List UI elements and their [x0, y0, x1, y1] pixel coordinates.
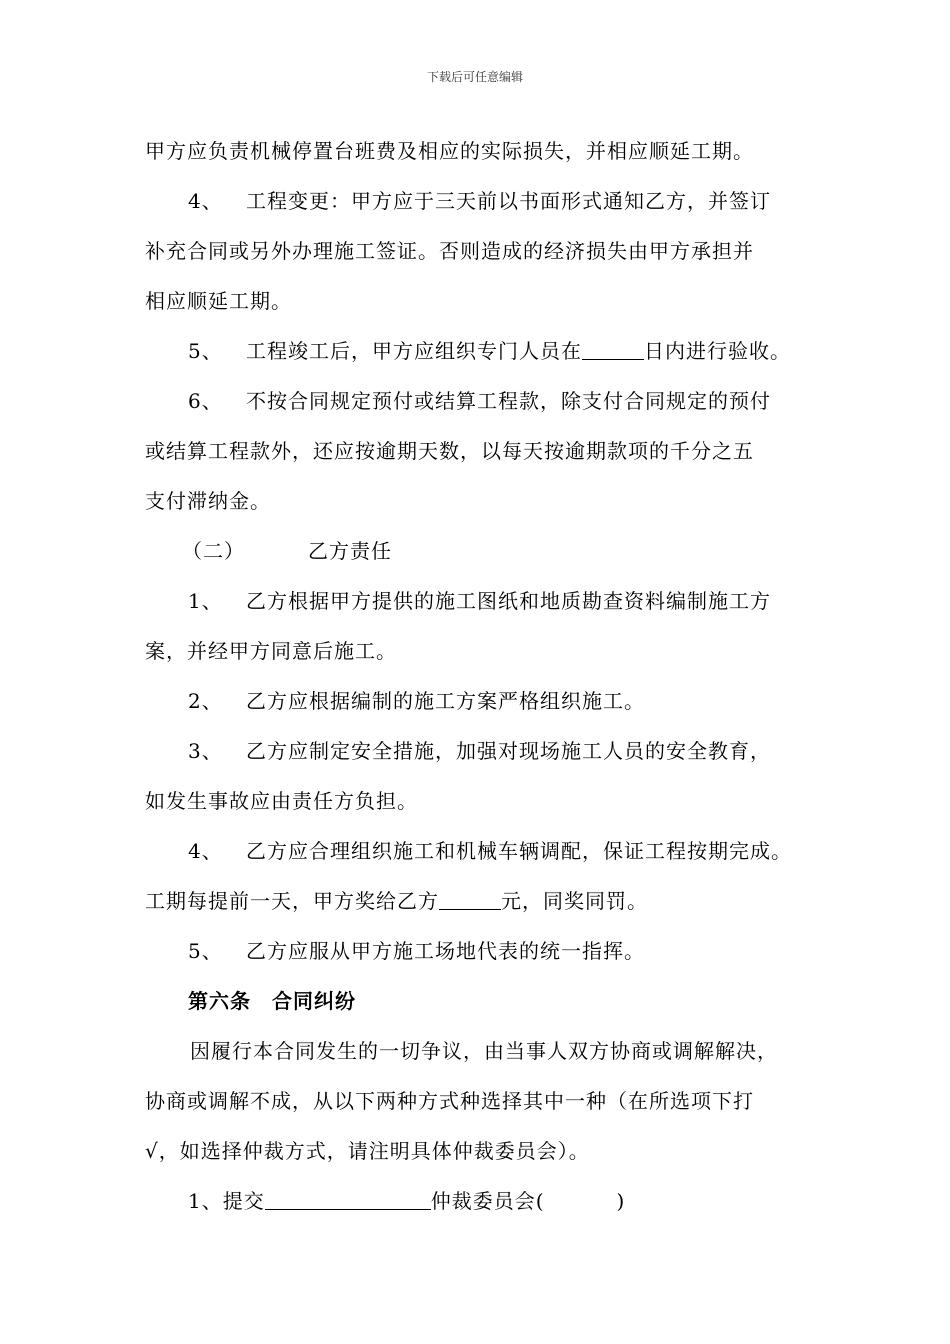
section-number: （二） [182, 539, 245, 563]
clause-number: 3、 [188, 739, 223, 763]
clause-number: 5、 [188, 939, 223, 963]
text-line: 甲方应负责机械停置台班费及相应的实际损失，并相应顺延工期。 [145, 139, 754, 163]
page-header: 下载后可任意编辑 [426, 70, 523, 84]
clause-number: 5、 [188, 339, 223, 363]
clause-text: 1、提交 [188, 1189, 265, 1213]
clause-text: 工期每提前一天，甲方奖给乙方 [145, 889, 439, 913]
clause-text: 乙方应根据编制的施工方案严格组织施工。 [246, 689, 645, 713]
section-heading-line [182, 538, 392, 564]
section-title: 乙方责任 [308, 539, 392, 563]
text-line: √，如选择仲裁方式，请注明具体仲裁委员会）。 [145, 1139, 590, 1163]
clause-text: 不按合同规定预付或结算工程款，除支付合同规定的预付 [246, 389, 771, 413]
clause-text: 乙方应合理组织施工和机械车辆调配，保证工程按期完成。 [246, 839, 792, 863]
clause-4b-line [188, 838, 792, 864]
text-line: 相应顺延工期。 [145, 289, 292, 313]
article-heading: 第六条 合同纠纷 [188, 989, 356, 1013]
clause-6-line [188, 388, 771, 414]
clause-1-line [188, 588, 771, 614]
text-line: 补充合同或另外办理施工签证。否则造成的经济损失由甲方承担并 [145, 239, 754, 263]
text-line: 如发生事故应由责任方负担。 [145, 789, 418, 813]
clause-number: 1、 [188, 589, 223, 613]
clause-2-line [188, 688, 645, 714]
text-line: 支付滞纳金。 [145, 489, 271, 513]
clause-text: 工程竣工后，甲方应组织专门人员在 [246, 339, 582, 363]
clause-5-line [188, 338, 791, 364]
clause-4-line [188, 188, 771, 214]
clause-text: 乙方根据甲方提供的施工图纸和地质勘查资料编制施工方 [246, 589, 771, 613]
arbitration-committee-blank[interactable] [265, 1189, 431, 1210]
days-blank[interactable] [582, 339, 644, 360]
amount-blank[interactable] [439, 889, 501, 910]
clause-5b-line [188, 938, 645, 964]
text-line: 因履行本合同发生的一切争议，由当事人双方协商或调解解决， [190, 1039, 778, 1063]
clause-text: 乙方应服从甲方施工场地代表的统一指挥。 [246, 939, 645, 963]
clause-text: 日内进行验收。 [644, 339, 791, 363]
clause-number: 4、 [188, 839, 223, 863]
clause-number: 6、 [188, 389, 223, 413]
arbitration-option-line [188, 1188, 625, 1214]
clause-number: 2、 [188, 689, 223, 713]
clause-text: ) [616, 1189, 626, 1213]
clause-3-line [188, 738, 771, 764]
clause-number: 4、 [188, 189, 223, 213]
clause-text: 元，同奖同罚。 [501, 889, 648, 913]
text-line: 或结算工程款外，还应按逾期天数，以每天按逾期款项的千分之五 [145, 439, 754, 463]
clause-text: 乙方应制定安全措施，加强对现场施工人员的安全教育， [246, 739, 771, 763]
text-line: 案，并经甲方同意后施工。 [145, 639, 397, 663]
bonus-line [145, 888, 648, 914]
clause-text: 仲裁委员会( [430, 1189, 545, 1213]
clause-text: 工程变更：甲方应于三天前以书面形式通知乙方，并签订 [246, 189, 771, 213]
text-line: 协商或调解不成，从以下两种方式种选择其中一种（在所选项下打 [145, 1089, 754, 1113]
